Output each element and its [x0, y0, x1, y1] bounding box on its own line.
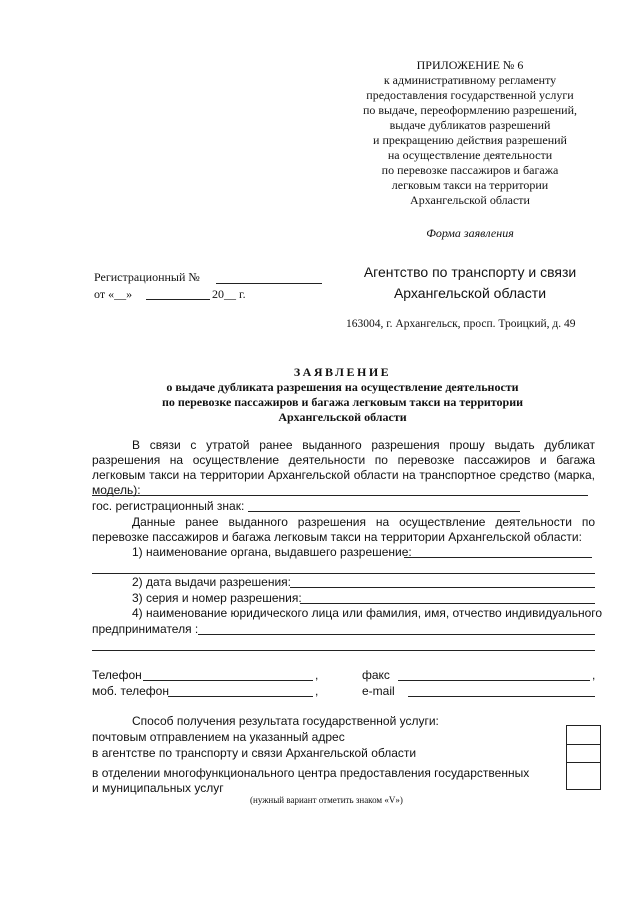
- series-number-field[interactable]: [300, 603, 595, 604]
- fax-comma: ,: [592, 668, 596, 682]
- phone-comma: ,: [315, 668, 319, 682]
- email-field[interactable]: [408, 696, 595, 697]
- title-line: по перевозке пассажиров и багажа легковым такси на территории: [161, 395, 524, 409]
- mobile-field[interactable]: [168, 696, 313, 697]
- checkbox-mfc[interactable]: [566, 763, 601, 790]
- permit-data-paragraph: Данные ранее выданного разрешения на осуществление деятельности по перевозке пассажиров и багажа легковым такси на территории Архангельской области:: [92, 515, 595, 544]
- phone-label: Телефон: [92, 668, 142, 682]
- mobile-label: моб. телефон: [92, 684, 169, 698]
- fax-label: факс: [362, 668, 390, 682]
- title-heading: ЗАЯВЛЕНИЕ: [293, 365, 392, 379]
- appendix-line: на осуществление деятельности: [387, 148, 553, 162]
- delivery-option-agency: в агентстве по транспорту и связи Архангельской области: [92, 746, 417, 760]
- appendix-line: и прекращению действия разрешений: [373, 133, 567, 147]
- appendix-line: выдаче дубликатов разрешений: [389, 118, 551, 132]
- fax-field[interactable]: [398, 680, 590, 681]
- delivery-heading: Способ получения результата государственной услуги:: [132, 714, 439, 728]
- email-label: e-mail: [362, 684, 395, 698]
- statement-paragraph: В связи с утратой ранее выданного разрешения прошу выдать дубликат разрешения на осуществление деятельности по перевозке пассажиров и багажа легковым такси на территории Архангельской области на транспортное средство (марка, модель):: [92, 438, 595, 497]
- appendix-line: ПРИЛОЖЕНИЕ № 6: [416, 58, 524, 72]
- entity-name-field-extra[interactable]: [92, 650, 595, 651]
- delivery-option-mfc: в отделении многофункционального центра предоставления государственных: [92, 766, 530, 780]
- item-issuing-authority-label: 1) наименование органа, выдавшего разрешение:: [132, 545, 412, 559]
- agency-name-line1: Агентство по транспорту и связи: [363, 264, 577, 280]
- agency-address: 163004, г. Архангельск, просп. Троицкий, д. 49: [346, 318, 576, 330]
- registration-date-year: 20__ г.: [212, 287, 246, 301]
- delivery-option-post: почтовым отправлением на указанный адрес: [92, 730, 345, 744]
- title-line: Архангельской области: [278, 410, 407, 424]
- appendix-line: по перевозке пассажиров и багажа: [381, 163, 559, 177]
- item-issue-date-label: 2) дата выдачи разрешения:: [132, 575, 292, 589]
- appendix-line: к административному регламенту: [383, 73, 557, 87]
- document-title: [90, 365, 595, 425]
- item-entity-name-label-cont: предпринимателя :: [92, 622, 199, 636]
- appendix-line: легковым такси на территории: [391, 178, 549, 192]
- appendix-header: [345, 58, 595, 208]
- form-type-label: Форма заявления: [426, 226, 514, 240]
- checkbox-post[interactable]: [566, 725, 601, 745]
- appendix-line: Архангельской области: [410, 193, 530, 207]
- registration-number-label: Регистрационный №: [94, 270, 200, 284]
- title-line: о выдаче дубликата разрешения на осуществление деятельности: [166, 380, 519, 394]
- vehicle-model-field[interactable]: [92, 495, 588, 496]
- checkbox-agency[interactable]: [566, 744, 601, 763]
- issuing-authority-field-extra[interactable]: [92, 573, 595, 574]
- mobile-comma: ,: [315, 684, 319, 698]
- appendix-line: предоставления государственной услуги: [366, 88, 574, 102]
- issuing-authority-field[interactable]: [404, 557, 592, 558]
- entity-name-field[interactable]: [198, 634, 595, 635]
- item-entity-name-label: 4) наименование юридического лица или фамилия, имя, отчество индивидуального: [132, 606, 603, 620]
- issue-date-field[interactable]: [290, 587, 595, 588]
- registration-date-prefix: от «__»: [94, 287, 133, 301]
- delivery-option-mfc-cont: и муниципальных услуг: [92, 781, 224, 795]
- reg-sign-field[interactable]: [248, 511, 520, 512]
- registration-number-field[interactable]: [216, 283, 322, 284]
- agency-name-line2: Архангельской области: [393, 285, 547, 301]
- checkbox-instruction-note: (нужный вариант отметить знаком «V»): [250, 795, 403, 805]
- registration-date-field[interactable]: [146, 299, 210, 300]
- item-series-number-label: 3) серия и номер разрешения:: [132, 591, 302, 605]
- phone-field[interactable]: [143, 680, 313, 681]
- appendix-line: по выдаче, переоформлению разрешений,: [362, 103, 578, 117]
- reg-sign-label: гос. регистрационный знак:: [92, 499, 245, 513]
